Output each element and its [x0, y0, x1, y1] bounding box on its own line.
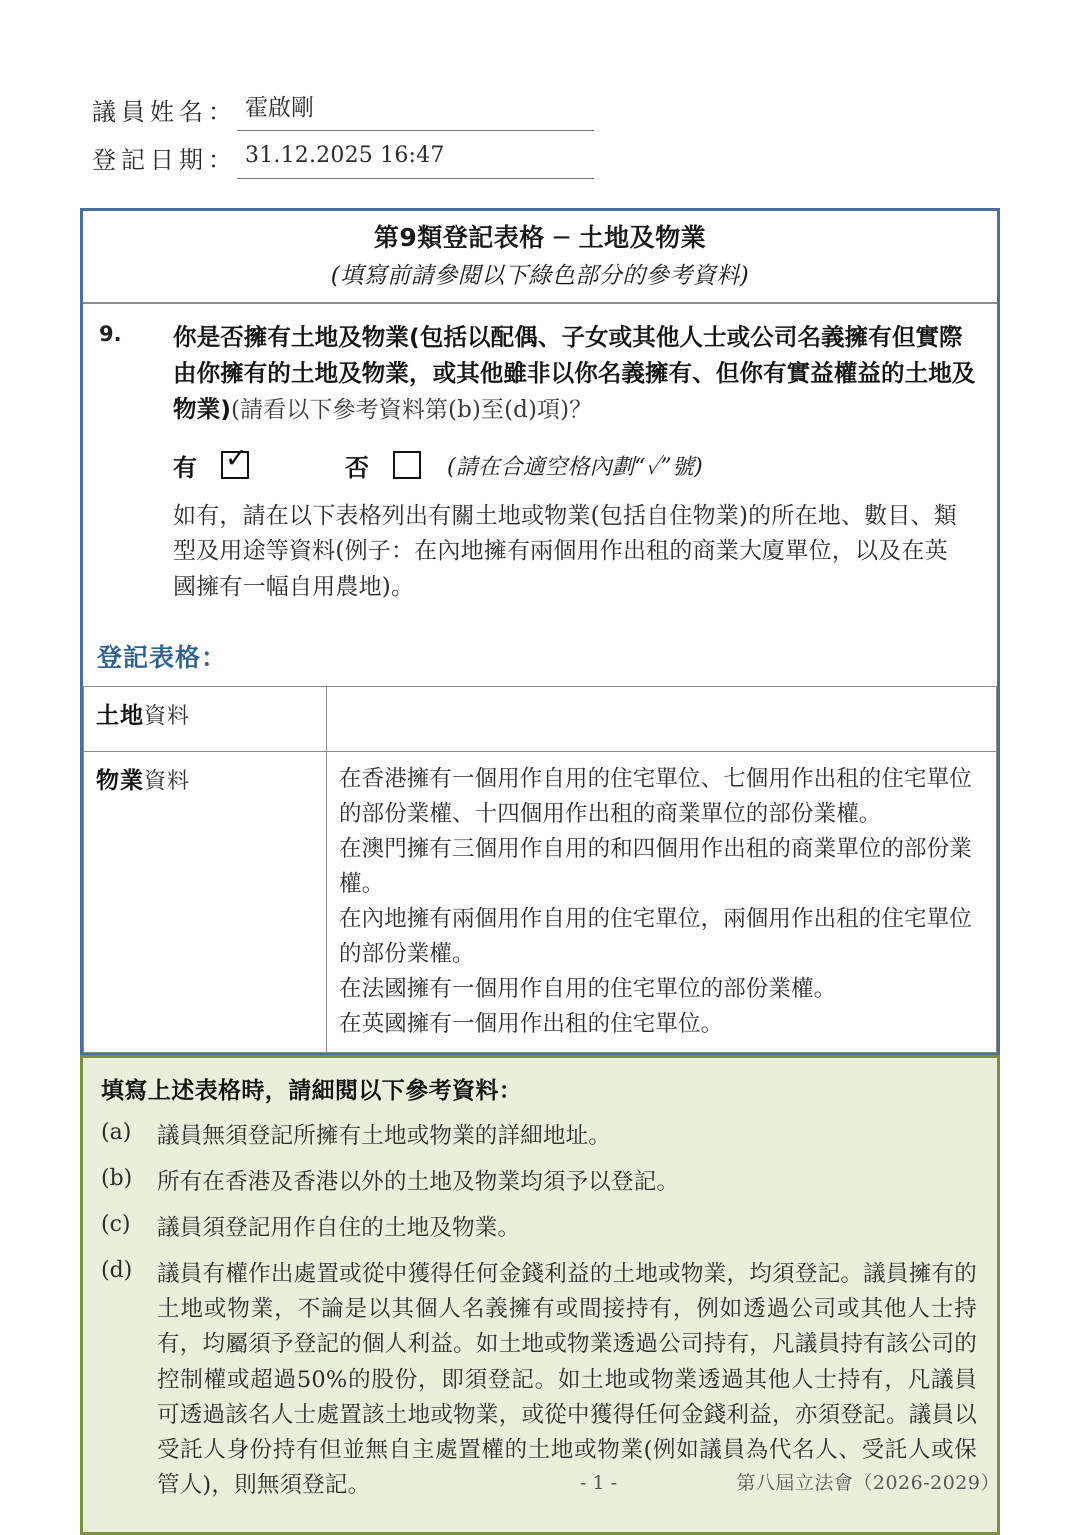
page-footer: [80, 1468, 1000, 1495]
reference-note-text: 所有在香港及香港以外的土地及物業均須予以登記。: [157, 1169, 680, 1196]
yes-label: 有: [173, 453, 197, 482]
no-label: 否: [345, 453, 369, 482]
reference-note-key: (a): [101, 1120, 132, 1145]
member-name-value: 霍啟剛: [245, 95, 314, 121]
question-row: [99, 320, 979, 427]
property-value-lines: [339, 762, 988, 1043]
question-text-bold: 你是否擁有土地及物業(包括以配偶、子女或其他人士或公司名義擁有但實際由你擁有的土地及物業，或其他雖非以你名義擁有、但你有實益權益的土地及物業): [173, 323, 976, 423]
property-line: 在英國擁有一個用作出租的住宅單位。: [339, 1011, 724, 1038]
question-number: 9.: [99, 322, 122, 347]
reference-note-key: (d): [101, 1258, 133, 1284]
registration-date-value: 31.12.2025 16:47: [245, 143, 445, 168]
checkbox-instruction: (請在合適空格內劃“✓”號): [447, 454, 704, 480]
property-label-bold: 物業: [96, 767, 144, 794]
table-row: [84, 751, 997, 1053]
check-mark-icon: ✓: [225, 443, 248, 475]
registration-date-label: 登記日期：: [92, 146, 237, 174]
yes-checkbox[interactable]: [221, 443, 249, 479]
land-value-cell[interactable]: [327, 686, 997, 751]
form-title-cell: [83, 211, 997, 304]
reference-note-key: (c): [101, 1212, 131, 1238]
reference-note-item: [101, 1211, 977, 1246]
land-label-cell: [84, 686, 327, 751]
form-title: 第9類登記表格 ─ 土地及物業: [373, 223, 707, 252]
table-row: [84, 686, 997, 751]
question-text: [173, 320, 979, 427]
page-number: - 1 -: [580, 1472, 618, 1494]
member-name-field: [237, 96, 594, 131]
reference-note-text: 議員無須登記所擁有土地或物業的詳細地址。: [157, 1123, 612, 1149]
legislative-term: 第八屆立法會（2026-2029）: [736, 1472, 1000, 1494]
property-label-cell: [84, 751, 327, 1053]
reference-note-text: 議員須登記用作自住的土地及物業。: [157, 1215, 521, 1242]
registration-date-row: [92, 140, 792, 179]
land-label-bold: 土地: [96, 702, 144, 729]
property-line: 在澳門擁有三個用作自用的和四個用作出租的商業單位的部份業權。: [339, 835, 972, 897]
reference-note-key: (b): [101, 1166, 133, 1192]
reference-note-item: [101, 1257, 977, 1503]
registration-heading: 登記表格：: [97, 642, 228, 672]
form-main-box: [80, 208, 1000, 1056]
registration-date-field: [237, 144, 594, 179]
question-block: [83, 304, 997, 627]
reference-notes-box: [80, 1055, 1000, 1535]
registration-heading-cell: [83, 628, 997, 686]
header-fields: [92, 92, 792, 188]
property-label-normal: 資料: [144, 768, 191, 794]
property-line: 在內地擁有兩個用作自用的住宅單位，兩個用作出租的住宅單位的部份業權。: [339, 905, 972, 968]
question-instruction: 如有，請在以下表格列出有關土地或物業(包括自住物業)的所在地、數目、類型及用途等資料(例子：在內地擁有兩個用作出租的商業大廈單位，以及在英國擁有一幅自用農地)。: [173, 502, 957, 600]
reference-note-item: [101, 1165, 977, 1200]
registration-table: [83, 686, 997, 1054]
reference-notes-list: [101, 1119, 977, 1503]
question-text-reference: (請看以下參考資料第(b)至(d)項)？: [231, 396, 593, 423]
member-name-label: 議員姓名：: [92, 98, 237, 126]
property-line: 在法國擁有一個用作自用的住宅單位的部份業權。: [339, 976, 837, 1003]
reference-note-item: [101, 1119, 977, 1154]
member-name-row: [92, 92, 792, 131]
property-value-cell[interactable]: [327, 751, 997, 1053]
land-label-normal: 資料: [144, 703, 191, 729]
no-checkbox[interactable]: [393, 451, 421, 479]
reference-note-text: 議員有權作出處置或從中獲得任何金錢利益的土地或物業，均須登記。議員擁有的土地或物業，不論是以其個人名義擁有或間接持有，例如透過公司或其他人士持有，均屬須予登記的個人利益。如土地或物業透過公司持有，凡議員持有該公司的控制權或超過50%的股份，即須登記。如土地或物業透過其他人士持有，凡議員可透過該名人士處置該土地或物業，或從中獲得任何金錢利益，亦須登記。議員以受託人身份持有但並無自主處置權的土地或物業(例如議員為代名人、受託人或保管人)，則無須登記。: [157, 1261, 977, 1498]
property-line: 在香港擁有一個用作自用的住宅單位、七個用作出租的住宅單位的部份業權、十四個用作出租的商業單位的部份業權。: [339, 765, 972, 827]
reference-notes-title: 填寫上述表格時，請細閱以下參考資料：: [101, 1078, 523, 1104]
answer-checkbox-row: [173, 443, 979, 483]
form-subtitle: (填寫前請參閱以下綠色部分的參考資料): [330, 263, 750, 290]
